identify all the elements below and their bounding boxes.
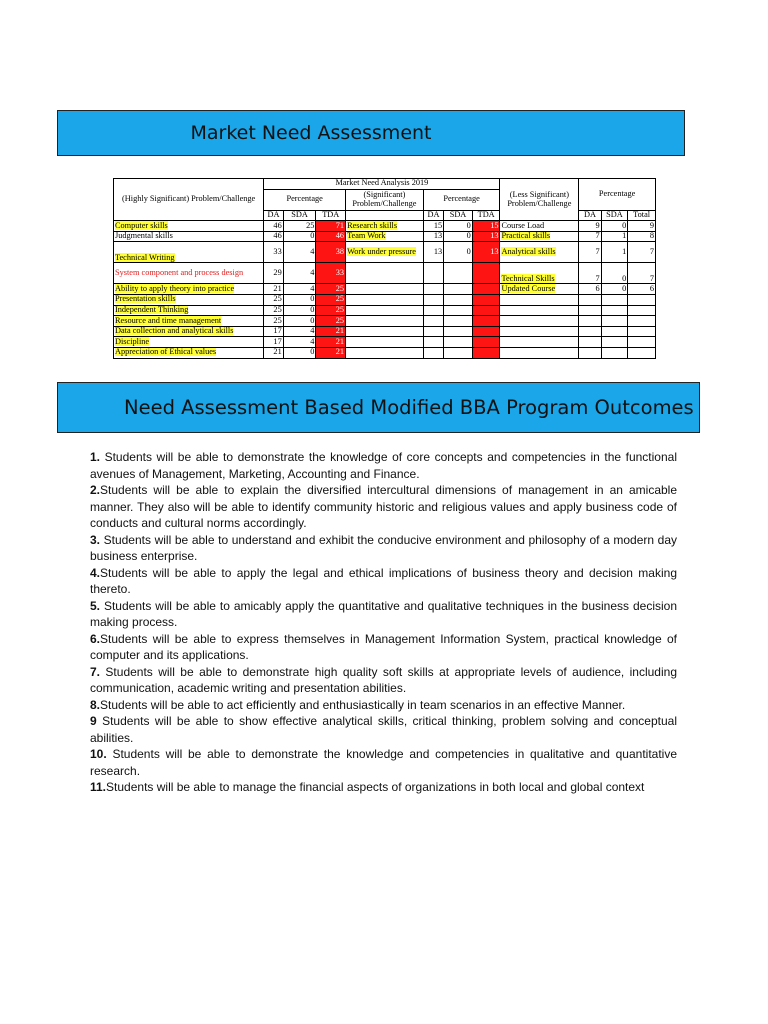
tda-value: 15: [472, 221, 500, 232]
total-value: 8: [628, 231, 656, 242]
total-value: 6: [628, 284, 656, 295]
tda-value: 25: [316, 316, 346, 327]
sda-value: 0: [283, 316, 316, 327]
empty-cell: [500, 294, 579, 305]
da-value: 29: [264, 263, 283, 284]
empty-cell: [346, 316, 424, 327]
table-row: [114, 231, 656, 242]
table-row: [114, 242, 656, 263]
significant-header: (Significant) Problem/Challenge: [346, 189, 424, 210]
sda-value: 0: [601, 284, 628, 295]
empty-cell: [346, 337, 424, 348]
tda-empty: [472, 347, 500, 358]
less-significant-header: (Less Significant) Problem/Challenge: [500, 179, 579, 221]
banner-title: Market Need Assessment: [190, 122, 432, 144]
empty-cell: [423, 316, 443, 327]
sda-value: 0: [283, 231, 316, 242]
tda-value: 38: [316, 242, 346, 263]
outcome-item: [90, 697, 677, 714]
tda-value: 13: [472, 242, 500, 263]
empty-cell: [346, 210, 424, 221]
skill-cell: Practical skills: [500, 231, 579, 242]
empty-cell: [500, 326, 579, 337]
empty-cell: [444, 347, 473, 358]
empty-cell: [444, 305, 473, 316]
outcome-number: 4.: [90, 565, 101, 580]
outcome-text: Students will be able to show effective analytical skills, critical thinking, problem solving and conceptual abilities.: [90, 714, 677, 745]
empty-cell: [423, 337, 443, 348]
da-value: 33: [264, 242, 283, 263]
empty-cell: [346, 347, 424, 358]
da-value: 7: [579, 231, 601, 242]
outcome-item: [90, 713, 677, 746]
skill-cell: Course Load: [500, 221, 579, 232]
percentage-header: Percentage: [423, 189, 500, 210]
da-value: 17: [264, 326, 283, 337]
empty-cell: [601, 316, 628, 327]
percentage-header: Percentage: [264, 189, 346, 210]
outcome-item: [90, 482, 677, 532]
outcome-number: 1.: [90, 450, 101, 464]
outcome-number: 8.: [90, 697, 101, 712]
da-value: 17: [264, 337, 283, 348]
skill-cell: Technical Writing: [114, 242, 264, 263]
outcome-text: Students will be able to express themselves in Management Information System, practical knowledge of computer and its applications.: [90, 631, 677, 662]
da-value: 13: [423, 242, 443, 263]
skill-cell: Discipline: [114, 337, 264, 348]
outcome-text: Students will be able to amicably apply the quantitative and qualitative techniques in the business decision making process.: [90, 598, 677, 629]
col-da: DA: [579, 210, 601, 221]
outcome-item: [90, 565, 677, 598]
skill-cell: Technical Skills: [500, 263, 579, 284]
empty-cell: [444, 294, 473, 305]
empty-cell: [628, 326, 656, 337]
empty-cell: [500, 347, 579, 358]
market-need-assessment-banner: [57, 110, 685, 156]
empty-cell: [423, 284, 443, 295]
da-value: 7: [579, 242, 601, 263]
empty-cell: [628, 316, 656, 327]
outcome-number: 9: [90, 714, 97, 728]
tda-empty: [472, 337, 500, 348]
skill-cell: System component and process design: [114, 263, 264, 284]
outcome-item: [90, 449, 677, 482]
skill-cell: Appreciation of Ethical values: [114, 347, 264, 358]
tda-value: 71: [316, 221, 346, 232]
col-da: DA: [423, 210, 443, 221]
table-title: Market Need Analysis 2019: [264, 179, 500, 190]
empty-cell: [444, 263, 473, 284]
total-value: 7: [628, 242, 656, 263]
tda-empty: [472, 316, 500, 327]
empty-cell: [346, 305, 424, 316]
outcome-number: 7.: [90, 664, 101, 679]
da-value: 13: [423, 231, 443, 242]
total-value: 7: [628, 263, 656, 284]
da-value: 21: [264, 284, 283, 295]
table-row: [114, 337, 656, 348]
da-value: 25: [264, 305, 283, 316]
empty-cell: [444, 326, 473, 337]
da-value: 46: [264, 221, 283, 232]
table-row: [114, 305, 656, 316]
tda-value: 33: [316, 263, 346, 284]
sda-value: 0: [283, 305, 316, 316]
tda-empty: [472, 294, 500, 305]
empty-cell: [579, 294, 601, 305]
skill-cell: Research skills: [346, 221, 424, 232]
empty-cell: [346, 284, 424, 295]
market-need-analysis-table: [113, 178, 656, 359]
sda-value: 0: [283, 294, 316, 305]
skill-cell: Analytical skills: [500, 242, 579, 263]
col-total: Total: [628, 210, 656, 221]
empty-cell: [346, 263, 424, 284]
da-value: 46: [264, 231, 283, 242]
empty-cell: [500, 316, 579, 327]
outcome-item: [90, 779, 677, 796]
sda-value: 0: [444, 221, 473, 232]
sda-value: 0: [601, 221, 628, 232]
empty-cell: [628, 337, 656, 348]
skill-cell: Independent Thinking: [114, 305, 264, 316]
empty-cell: [346, 326, 424, 337]
empty-cell: [628, 305, 656, 316]
table-row: [114, 294, 656, 305]
skill-cell: Presentation skills: [114, 294, 264, 305]
col-sda: SDA: [444, 210, 473, 221]
empty-cell: [579, 326, 601, 337]
da-value: 15: [423, 221, 443, 232]
sda-value: 0: [601, 263, 628, 284]
tda-value: 25: [316, 294, 346, 305]
sda-value: 0: [444, 242, 473, 263]
tda-empty: [472, 305, 500, 316]
outcome-item: [90, 746, 677, 779]
empty-cell: [601, 337, 628, 348]
sda-value: 25: [283, 221, 316, 232]
sda-value: 0: [283, 347, 316, 358]
empty-cell: [346, 294, 424, 305]
sda-value: 4: [283, 263, 316, 284]
empty-cell: [601, 326, 628, 337]
da-value: 7: [579, 263, 601, 284]
outcome-item: [90, 631, 677, 664]
tda-empty: [472, 263, 500, 284]
empty-cell: [423, 305, 443, 316]
empty-cell: [601, 305, 628, 316]
table-row: [114, 221, 656, 232]
tda-value: 46: [316, 231, 346, 242]
empty-cell: [601, 294, 628, 305]
skill-cell: Ability to apply theory into practice: [114, 284, 264, 295]
outcome-number: 11.: [90, 780, 107, 794]
outcome-text: Students will be able to demonstrate high quality soft skills at appropriate levels of audience, including communication, academic writing and presentation abilities.: [90, 664, 677, 695]
da-value: 25: [264, 294, 283, 305]
tda-value: 13: [472, 231, 500, 242]
sda-value: 4: [283, 242, 316, 263]
empty-cell: [423, 347, 443, 358]
percentage-header: Percentage: [579, 179, 656, 211]
tda-empty: [472, 284, 500, 295]
tda-value: 25: [316, 305, 346, 316]
empty-cell: [579, 316, 601, 327]
tda-value: 25: [316, 284, 346, 295]
sda-value: 4: [283, 326, 316, 337]
outcome-text: Students will be able to demonstrate the knowledge of core concepts and competencies in the functional avenues of Management, Marketing, Accounting and Finance.: [90, 450, 677, 481]
sda-value: 4: [283, 284, 316, 295]
empty-cell: [500, 337, 579, 348]
outcome-number: 5.: [90, 598, 101, 613]
da-value: 25: [264, 316, 283, 327]
empty-cell: [579, 347, 601, 358]
tda-value: 21: [316, 326, 346, 337]
table-row: [114, 284, 656, 295]
skill-cell: Updated Course: [500, 284, 579, 295]
sda-value: 0: [444, 231, 473, 242]
empty-cell: [579, 305, 601, 316]
outcome-text: Students will be able to manage the financial aspects of organizations in both local and global context: [106, 780, 645, 794]
empty-cell: [423, 294, 443, 305]
outcome-item: [90, 598, 677, 631]
da-value: 21: [264, 347, 283, 358]
table-row: [114, 263, 656, 284]
tda-value: 21: [316, 337, 346, 348]
empty-cell: [444, 284, 473, 295]
skill-cell: Computer skills: [114, 221, 264, 232]
outcome-text: Students will be able to demonstrate the knowledge and competencies in qualitative and quantitative research.: [90, 747, 677, 778]
outcome-text: Students will be able to act efficiently and enthusiastically in team scenarios in an effective Manner.: [100, 697, 626, 712]
skill-cell: Data collection and analytical skills: [114, 326, 264, 337]
program-outcomes-banner: [57, 382, 700, 433]
empty-cell: [500, 305, 579, 316]
col-sda: SDA: [283, 210, 316, 221]
tda-empty: [472, 326, 500, 337]
col-da: DA: [264, 210, 283, 221]
tda-value: 21: [316, 347, 346, 358]
empty-cell: [579, 337, 601, 348]
empty-cell: [628, 347, 656, 358]
outcome-text: Students will be able to understand and exhibit the conducive environment and philosophy of a modern day business enterprise.: [90, 532, 677, 563]
empty-cell: [444, 316, 473, 327]
skill-cell: Work under pressure: [346, 242, 424, 263]
empty-cell: [628, 294, 656, 305]
outcome-text: Students will be able to apply the legal and ethical implications of business theory and decision making thereto.: [90, 565, 677, 596]
banner-title: Need Assessment Based Modified BBA Program Outcomes: [124, 396, 694, 419]
outcome-item: [90, 664, 677, 697]
total-value: 9: [628, 221, 656, 232]
col-tda: TDA: [472, 210, 500, 221]
empty-cell: [423, 263, 443, 284]
col-sda: SDA: [601, 210, 628, 221]
da-value: 6: [579, 284, 601, 295]
highly-significant-header: (Highly Significant) Problem/Challenge: [114, 179, 264, 221]
empty-cell: [444, 337, 473, 348]
outcome-number: 6.: [90, 631, 101, 646]
outcome-number: 3.: [90, 532, 101, 547]
empty-cell: [423, 326, 443, 337]
table-row: [114, 316, 656, 327]
skill-cell: Judgmental skills: [114, 231, 264, 242]
sda-value: 1: [601, 231, 628, 242]
outcome-number: 2.: [90, 483, 101, 497]
outcome-text: Students will be able to explain the diversified intercultural dimensions of management in an amicable manner. They also will be able to identify community historic and religious values and apply business code of conducts and cultural norms accordingly.: [90, 483, 677, 530]
empty-cell: [601, 347, 628, 358]
sda-value: 4: [283, 337, 316, 348]
table-row: [114, 326, 656, 337]
da-value: 9: [579, 221, 601, 232]
table-row: [114, 347, 656, 358]
skill-cell: Team Work: [346, 231, 424, 242]
outcome-number: 10.: [90, 747, 107, 761]
col-tda: TDA: [316, 210, 346, 221]
program-outcomes-list: [90, 449, 677, 796]
outcome-item: [90, 532, 677, 565]
sda-value: 1: [601, 242, 628, 263]
skill-cell: Resource and time management: [114, 316, 264, 327]
